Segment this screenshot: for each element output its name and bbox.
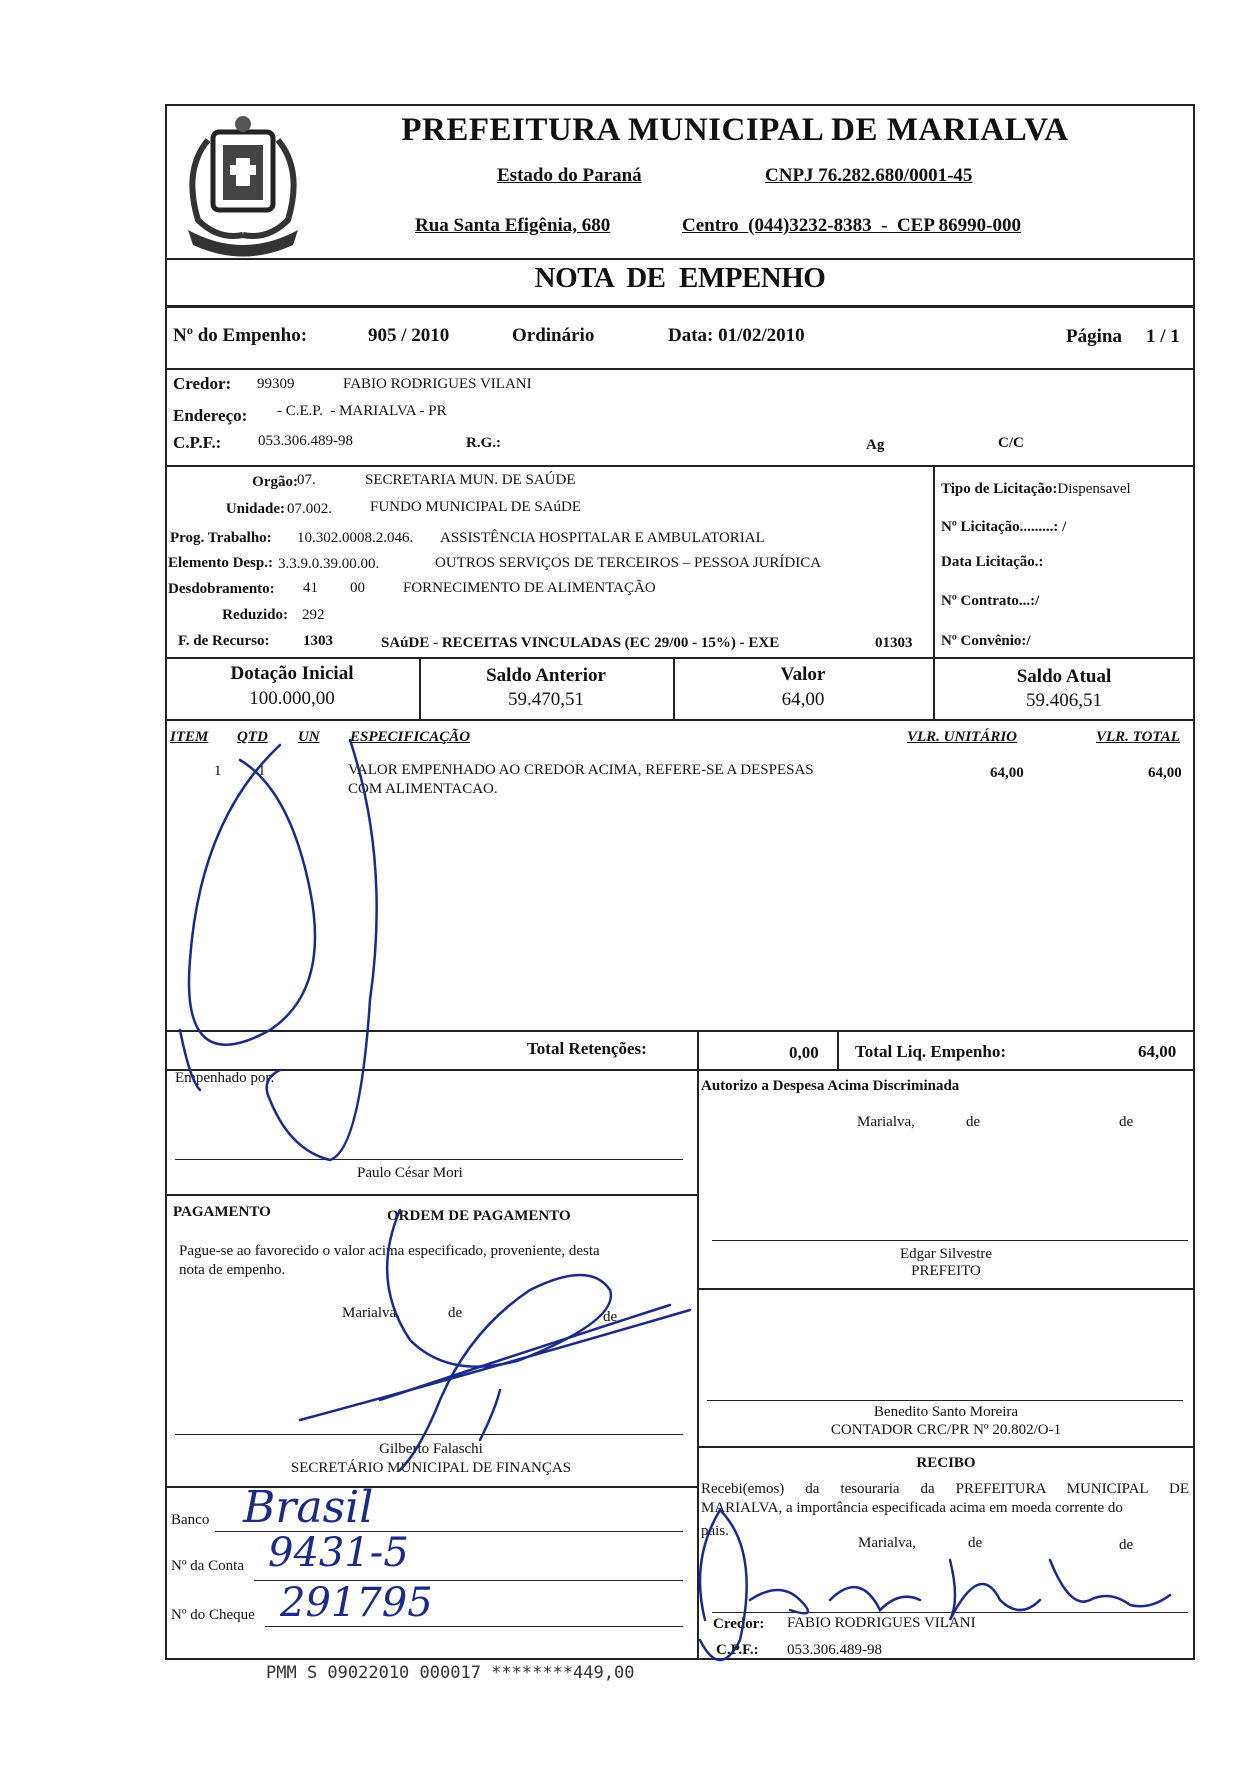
- recurso-name: SAúDE - RECEITAS VINCULADAS (EC 29/00 - 15%) - EXE: [381, 635, 780, 651]
- unidade-label: Unidade:: [225, 501, 285, 517]
- recibo-credor-name: FABIO RODRIGUES VILANI: [787, 1615, 976, 1631]
- divider: [697, 1446, 1195, 1448]
- prog-code: 10.302.0008.2.046.: [297, 530, 414, 546]
- pagamento-text-line1: Pague-se ao favorecido o valor acima especificado, proveniente, desta: [179, 1243, 600, 1259]
- signature-line: [712, 1240, 1188, 1241]
- divider: [933, 465, 935, 658]
- credor-name: FABIO RODRIGUES VILANI: [343, 376, 532, 392]
- prefeito-name: Edgar Silvestre: [899, 1246, 993, 1262]
- cheque-handwritten: 291795: [280, 1580, 433, 1626]
- cheque-line: [265, 1626, 683, 1627]
- ordem-pagamento-label: ORDEM DE PAGAMENTO: [387, 1208, 571, 1224]
- convenio-number: Nº Convênio:/: [941, 633, 1031, 649]
- rg-label: R.G.:: [466, 435, 501, 451]
- recibo-text-line1: Recebi(emos) da tesouraria da PREFEITURA MUNICIPAL DE: [701, 1481, 1189, 1497]
- elemento-label: Elemento Desp.:: [168, 555, 273, 571]
- licitacao-number: Nº Licitação.........: /: [941, 519, 1067, 535]
- autorizo-de2: de: [1119, 1114, 1134, 1130]
- pagamento-de2: de: [603, 1309, 618, 1325]
- empenho-number: 905 / 2010: [368, 325, 450, 346]
- divider: [165, 719, 1195, 721]
- cpf-label: C.P.F.:: [173, 433, 222, 452]
- page-number: 1 / 1: [1146, 326, 1180, 347]
- divider: [697, 1030, 699, 1070]
- recibo-cpf-label: C.P.F.:: [716, 1642, 759, 1658]
- reduzido-value: 292: [302, 607, 325, 623]
- retencoes-label: Total Retenções:: [527, 1039, 647, 1058]
- credor-label: Credor:: [173, 374, 232, 393]
- recurso-code: 1303: [303, 633, 333, 649]
- recibo-de2: de: [1119, 1537, 1134, 1553]
- pagamento-de1: de: [448, 1305, 463, 1321]
- divider: [165, 657, 1195, 659]
- recibo-text-line3: pais.: [701, 1523, 729, 1539]
- saldo-atual-label: Saldo Atual: [1016, 666, 1112, 687]
- page-label: Página: [1066, 326, 1122, 347]
- divider: [165, 1030, 1195, 1032]
- licitacao-date: Data Licitação.:: [941, 554, 1044, 570]
- item-qty: 1: [258, 763, 266, 779]
- recurso-code2: 01303: [875, 635, 913, 651]
- document-title: NOTA DE EMPENHO: [534, 262, 826, 294]
- pagamento-text-line2: nota de empenho.: [179, 1262, 286, 1278]
- divider: [165, 1069, 1195, 1071]
- col-un: UN: [298, 729, 320, 745]
- desdobramento-code: 41: [303, 580, 318, 596]
- state-label: Estado do Paraná: [497, 165, 642, 186]
- divider: [165, 258, 1195, 260]
- desdobramento-sub: 00: [350, 580, 365, 596]
- secretario-name: Gilberto Falaschi: [379, 1441, 483, 1457]
- elemento-code: 3.3.9.0.39.00.00.: [278, 556, 380, 572]
- recibo-de1: de: [968, 1535, 983, 1551]
- valor-value: 64,00: [781, 689, 825, 710]
- col-especificacao: ESPECIFICAÇÃO: [350, 729, 471, 745]
- cheque-label: Nº do Cheque: [171, 1607, 255, 1623]
- municipality-title: PREFEITURA MUNICIPAL DE MARIALVA: [401, 112, 1069, 148]
- dotacao-value: 100.000,00: [249, 688, 335, 709]
- cpf-value: 053.306.489-98: [258, 433, 353, 449]
- item-spec-line1: VALOR EMPENHADO AO CREDOR ACIMA, REFERE-SE A DESPESAS: [348, 762, 814, 778]
- prefeito-role: PREFEITO: [911, 1263, 981, 1279]
- signature-line: [175, 1434, 683, 1435]
- empenhado-label: Empenhado por:: [175, 1070, 275, 1086]
- banco-label: Banco: [171, 1512, 210, 1528]
- liq-empenho-value: 64,00: [1138, 1042, 1177, 1061]
- contador-name: Benedito Santo Moreira: [873, 1404, 1019, 1420]
- signature-line: [175, 1159, 683, 1160]
- endereco-value: - C.E.P. - MARIALVA - PR: [277, 403, 447, 419]
- signature-line: [707, 1400, 1183, 1401]
- saldo-anterior-value: 59.470,51: [508, 689, 584, 710]
- empenho-type: Ordinário: [512, 325, 595, 346]
- prog-name: ASSISTÊNCIA HOSPITALAR E AMBULATORIAL: [440, 530, 765, 546]
- payment-stamp: PMM S 09022010 000017 ********449,00: [266, 1663, 635, 1683]
- conta-label: Nº da Conta: [171, 1558, 244, 1574]
- elemento-name: OUTROS SERVIÇOS DE TERCEIROS – PESSOA JURÍDICA: [435, 555, 822, 571]
- divider: [165, 465, 1195, 467]
- credor-code: 99309: [257, 376, 295, 392]
- col-unit-value: VLR. UNITÁRIO: [907, 729, 1018, 745]
- orgao-name: SECRETARIA MUN. DE SAÚDE: [365, 472, 576, 488]
- divider: [165, 305, 1195, 308]
- banco-handwritten: Brasil: [243, 1482, 374, 1533]
- item-number: 1: [214, 763, 222, 779]
- item-spec-line2: COM ALIMENTACAO.: [348, 781, 498, 797]
- divider: [165, 368, 1195, 370]
- agency-label: Ag: [866, 437, 885, 453]
- account-label: C/C: [998, 435, 1024, 451]
- divider: [697, 1288, 1195, 1290]
- contador-role: CONTADOR CRC/PR Nº 20.802/O-1: [830, 1422, 1062, 1438]
- desdobramento-label: Desdobramento:: [168, 581, 275, 597]
- desdobramento-name: FORNECIMENTO DE ALIMENTAÇÃO: [403, 580, 656, 596]
- conta-handwritten: 9431-5: [268, 1530, 409, 1576]
- saldo-anterior-label: Saldo Anterior: [486, 665, 606, 686]
- empenho-date: Data: 01/02/2010: [668, 325, 805, 346]
- address-label: Rua Santa Efigênia, 680: [415, 215, 611, 236]
- autorizo-de1: de: [966, 1114, 981, 1130]
- retencoes-value: 0,00: [789, 1043, 819, 1062]
- empenhado-name: Paulo César Mori: [357, 1165, 463, 1181]
- item-unit-value: 64,00: [990, 765, 1024, 781]
- liq-empenho-label: Total Liq. Empenho:: [855, 1042, 1006, 1061]
- recurso-label: F. de Recurso:: [178, 633, 270, 649]
- recibo-credor-label: Credor:: [713, 1616, 765, 1632]
- col-total-value: VLR. TOTAL: [1096, 729, 1180, 745]
- autorizo-city: Marialva,: [857, 1114, 915, 1130]
- signature-line: [712, 1612, 1188, 1613]
- recibo-cpf-value: 053.306.489-98: [787, 1642, 882, 1658]
- endereco-label: Endereço:: [173, 406, 248, 425]
- recibo-city: Marialva,: [858, 1535, 916, 1551]
- licitacao-type: Tipo de Licitação:Dispensavel: [941, 481, 1131, 497]
- item-total-value: 64,00: [1148, 765, 1182, 781]
- unidade-name: FUNDO MUNICIPAL DE SAúDE: [370, 499, 581, 515]
- orgao-code: 07.: [297, 472, 316, 488]
- autorizo-label: Autorizo a Despesa Acima Discriminada: [701, 1078, 960, 1094]
- pagamento-label: PAGAMENTO: [173, 1204, 271, 1220]
- divider: [837, 1030, 839, 1070]
- prog-label: Prog. Trabalho:: [170, 530, 272, 546]
- pagamento-city: Marialva,: [342, 1305, 400, 1321]
- valor-label: Valor: [780, 664, 826, 685]
- contact-label: Centro (044)3232-8383 - CEP 86990-000: [682, 215, 1021, 236]
- divider: [697, 1069, 699, 1660]
- dotacao-label: Dotação Inicial: [230, 663, 354, 684]
- col-qtd: QTD: [237, 729, 268, 745]
- orgao-label: Orgão:: [252, 474, 298, 490]
- contract-number: Nº Contrato...:/: [941, 593, 1040, 609]
- col-item: ITEM: [170, 729, 209, 745]
- divider: [165, 1194, 697, 1196]
- municipal-coat-of-arms-icon: [168, 110, 318, 260]
- recibo-text-line2: MARIALVA, a importância especificada acima em moeda corrente do: [701, 1500, 1123, 1516]
- empenho-number-label: Nº do Empenho:: [173, 325, 308, 346]
- saldo-atual-value: 59.406,51: [1026, 690, 1102, 711]
- recibo-title: RECIBO: [916, 1455, 976, 1471]
- cnpj-label: CNPJ 76.282.680/0001-45: [765, 165, 973, 186]
- reduzido-label: Reduzido:: [222, 607, 288, 623]
- secretario-role: SECRETÁRIO MUNICIPAL DE FINANÇAS: [290, 1460, 572, 1476]
- unidade-code: 07.002.: [287, 501, 332, 517]
